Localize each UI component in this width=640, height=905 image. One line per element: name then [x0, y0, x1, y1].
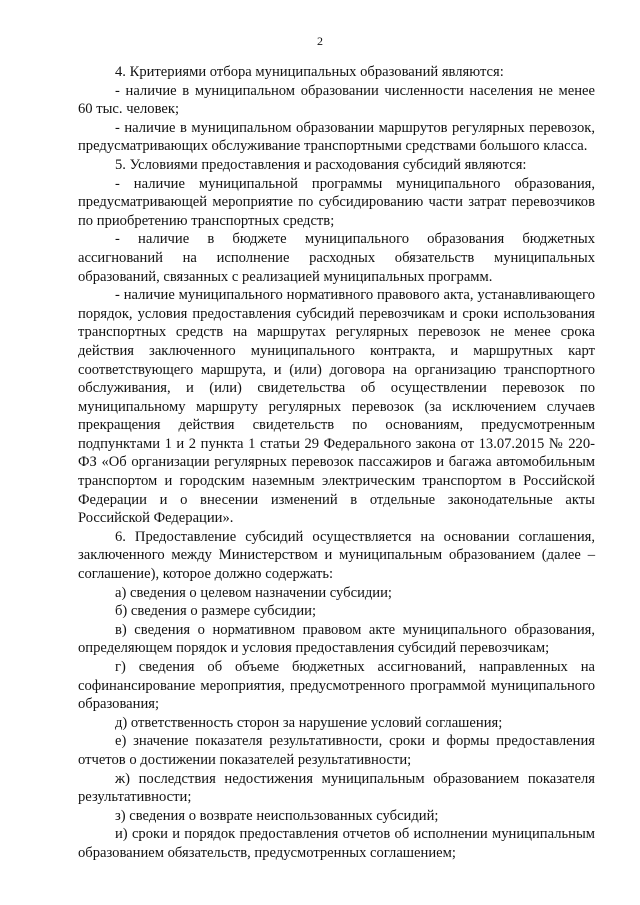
paragraph-6-item-a: а) сведения о целевом назначении субсидии; — [115, 584, 392, 601]
paragraph-5-item-program: - наличие муниципальной программы муниципального образования, предусматривающей мероприятие по субсидированию части затрат перевозчиков по приобретению транспортных средств; — [78, 175, 595, 229]
paragraph-5-item-budget: - наличие в бюджете муниципального образования бюджетных ассигнований на исполнение расходных обязательств муниципальных образований, связанных с реализацией муниципальных программ. — [78, 231, 595, 285]
paragraph-5-heading: 5. Условиями предоставления и расходования субсидий являются: — [115, 156, 527, 173]
paragraph-6-item-i: и) сроки и порядок предоставления отчетов об исполнении муниципальным образованием обязательств, предусмотренных соглашением; — [78, 826, 595, 861]
paragraph-4-item-population: - наличие в муниципальном образовании численности населения не менее 60 тыс. человек; — [78, 82, 595, 118]
page-number: 2 — [317, 34, 323, 48]
paragraph-6-item-d: д) ответственность сторон за нарушение условий соглашения; — [115, 714, 503, 731]
paragraph-4-item-routes: - наличие в муниципальном образовании маршрутов регулярных перевозок, предусматривающих обслуживание транспортными средствами большого класса. — [78, 119, 595, 155]
paragraph-6-item-b: б) сведения о размере субсидии; — [115, 603, 316, 620]
paragraph-6-item-z: з) сведения о возврате неиспользованных субсидий; — [115, 807, 439, 824]
paragraph-4-heading: 4. Критериями отбора муниципальных образований являются: — [115, 64, 504, 80]
paragraph-6-item-v: в) сведения о нормативном правовом акте муниципального образования, определяющем порядок и условия предоставления субсидий перевозчикам; — [78, 621, 595, 657]
paragraph-6-item-e: е) значение показателя результативности, сроки и формы предоставления отчетов о достижении показателей результативности; — [78, 733, 595, 768]
paragraph-6-item-zh: ж) последствия недостижения муниципальным образованием показателя результативности; — [78, 770, 595, 806]
paragraph-6-item-g: г) сведения об объеме бюджетных ассигнований, направленных на софинансирование мероприятия, предусмотренного программой муниципального образования; — [78, 659, 595, 713]
document-body — [78, 63, 595, 863]
paragraph-5-item-legal-act: - наличие муниципального нормативного правового акта, устанавливающего порядок, условия предоставления субсидий перевозчикам и сроки использования транспортных средств на маршрутах регулярных перевозок не менее срока действия заключенного муниципального контракта, и маршрутных карт соответствующего маршрута, и (или) договора на организацию транспортного обслуживания, и (или) свидетельства об осуществлении перевозок по муниципальному маршруту регулярных перевозок (за исключением случаев прекращения действия свидетельств по основаниям, предусмотренным подпунктами 1 и 2 пункта 1 статьи 29 Федерального закона от 13.07.2015 № 220-ФЗ «Об организации регулярных перевозок пассажиров и багажа автомобильным транспортом и городским наземным электрическим транспортом в Российской Федерации и о внесении изменений в отдельные законодательные акты Российской Федерации». — [78, 287, 595, 527]
paragraph-6-heading: 6. Предоставление субсидий осуществляется на основании соглашения, заключенного между Министерством и муниципальным образованием (далее – соглашение), которое должно содержать: — [78, 528, 595, 583]
